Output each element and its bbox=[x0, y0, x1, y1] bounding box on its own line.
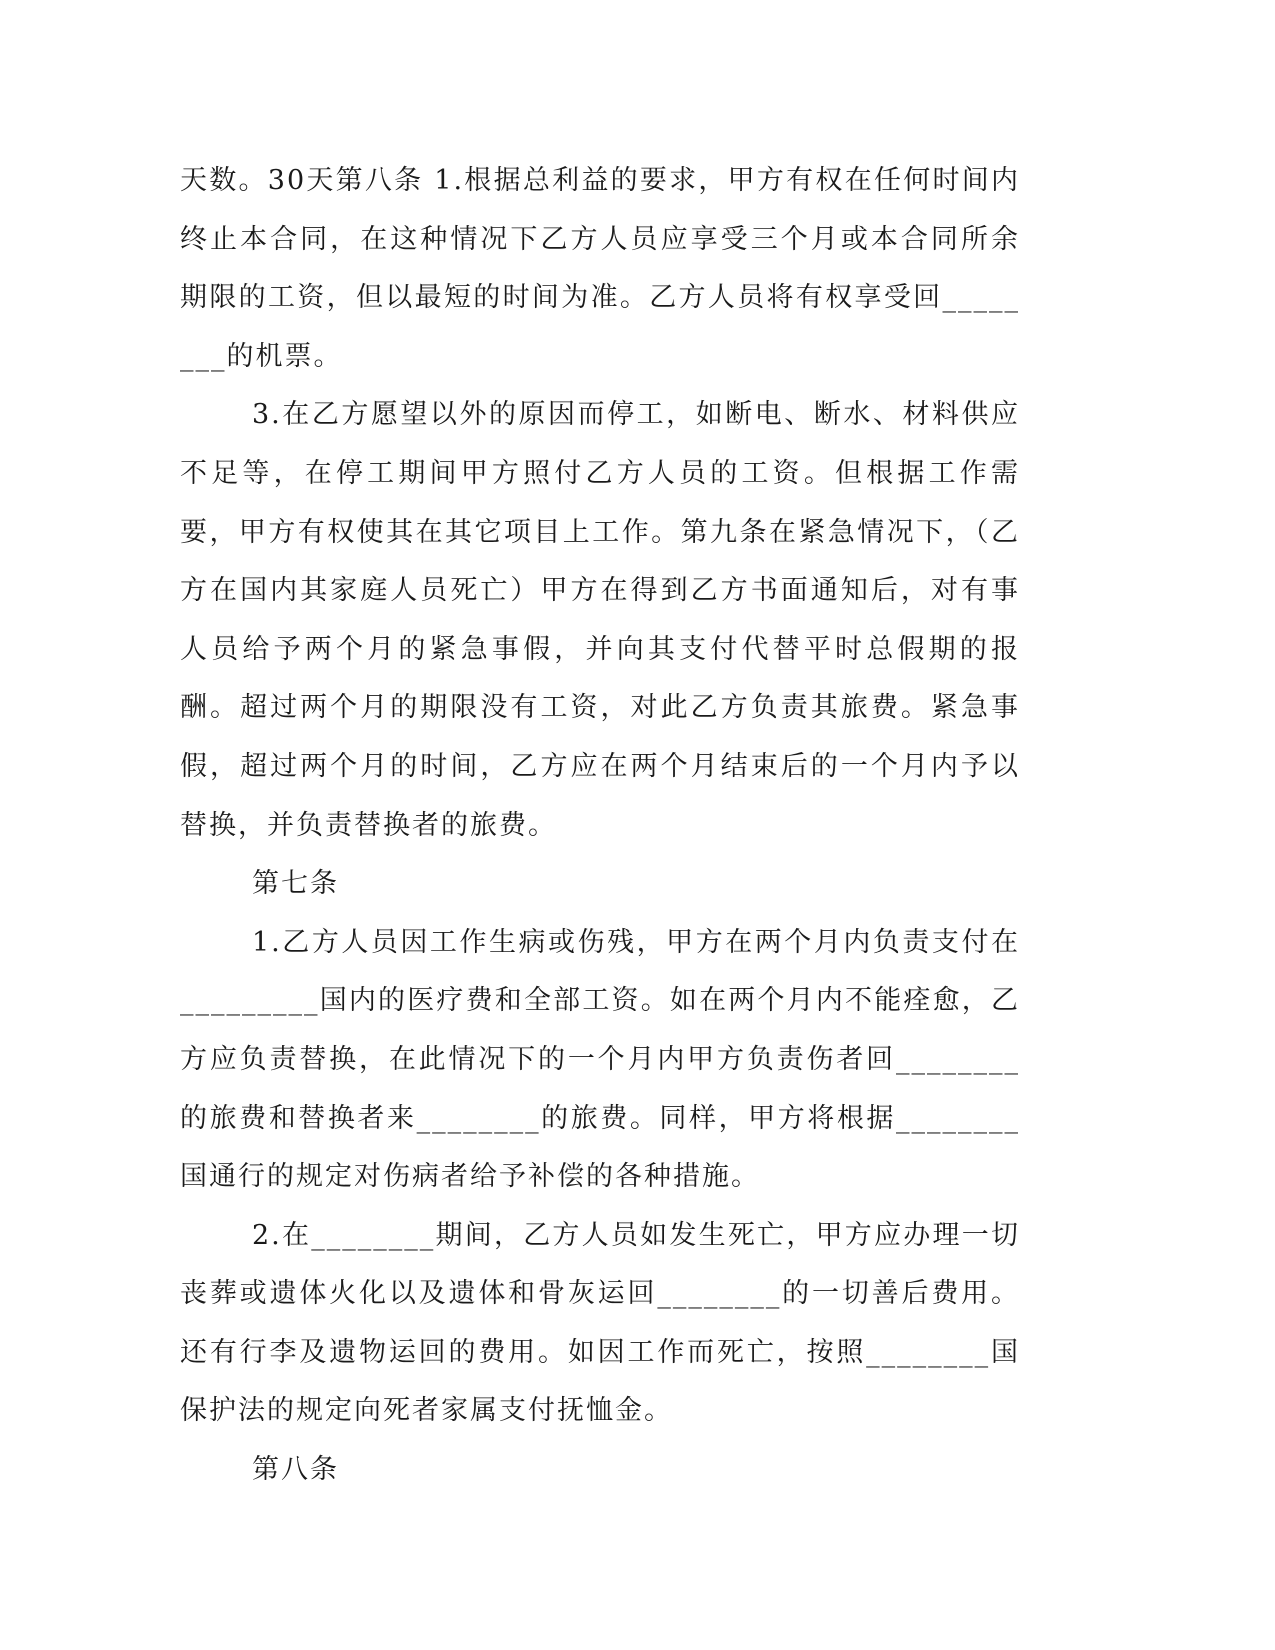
article-heading-7: 第七条 bbox=[252, 868, 339, 900]
article-heading-8: 第八条 bbox=[252, 1454, 339, 1486]
document-page bbox=[180, 152, 1020, 1500]
paragraph-article-8-clause-1: 天数。30天第八条 1.根据总利益的要求，甲方有权在任何时间内终止本合同，在这种情况下乙方人员应享受三个月或本合同所余期限的工资，但以最短的时间为准。乙方人员将有权享受回________的机票。 bbox=[180, 165, 1020, 372]
paragraph-illness-injury: 1.乙方人员因工作生病或伤残，甲方在两个月内负责支付在_________国内的医疗费和全部工资。如在两个月内不能痊愈，乙方应负责替换，在此情况下的一个月内甲方负责伤者回________的旅费和替换者来________的旅费。同样，甲方将根据________国通行的规定对伤病者给予补偿的各种措施。 bbox=[180, 926, 1020, 1193]
paragraph-clause-3-work-stoppage: 3.在乙方愿望以外的原因而停工，如断电、断水、材料供应不足等，在停工期间甲方照付乙方人员的工资。但根据工作需要，甲方有权使其在其它项目上工作。第九条在紧急情况下，（乙方在国内其家庭人员死亡）甲方在得到乙方书面通知后，对有事人员给予两个月的紧急事假，并向其支付代替平时总假期的报酬。超过两个月的期限没有工资，对此乙方负责其旅费。紧急事假，超过两个月的时间，乙方应在两个月结束后的一个月内予以替换，并负责替换者的旅费。 bbox=[180, 399, 1020, 841]
paragraph-death-expenses: 2.在________期间，乙方人员如发生死亡，甲方应办理一切丧葬或遗体火化以及遗体和骨灰运回________的一切善后费用。还有行李及遗物运回的费用。如因工作而死亡，按照________国保护法的规定向死者家属支付抚恤金。 bbox=[180, 1219, 1020, 1427]
